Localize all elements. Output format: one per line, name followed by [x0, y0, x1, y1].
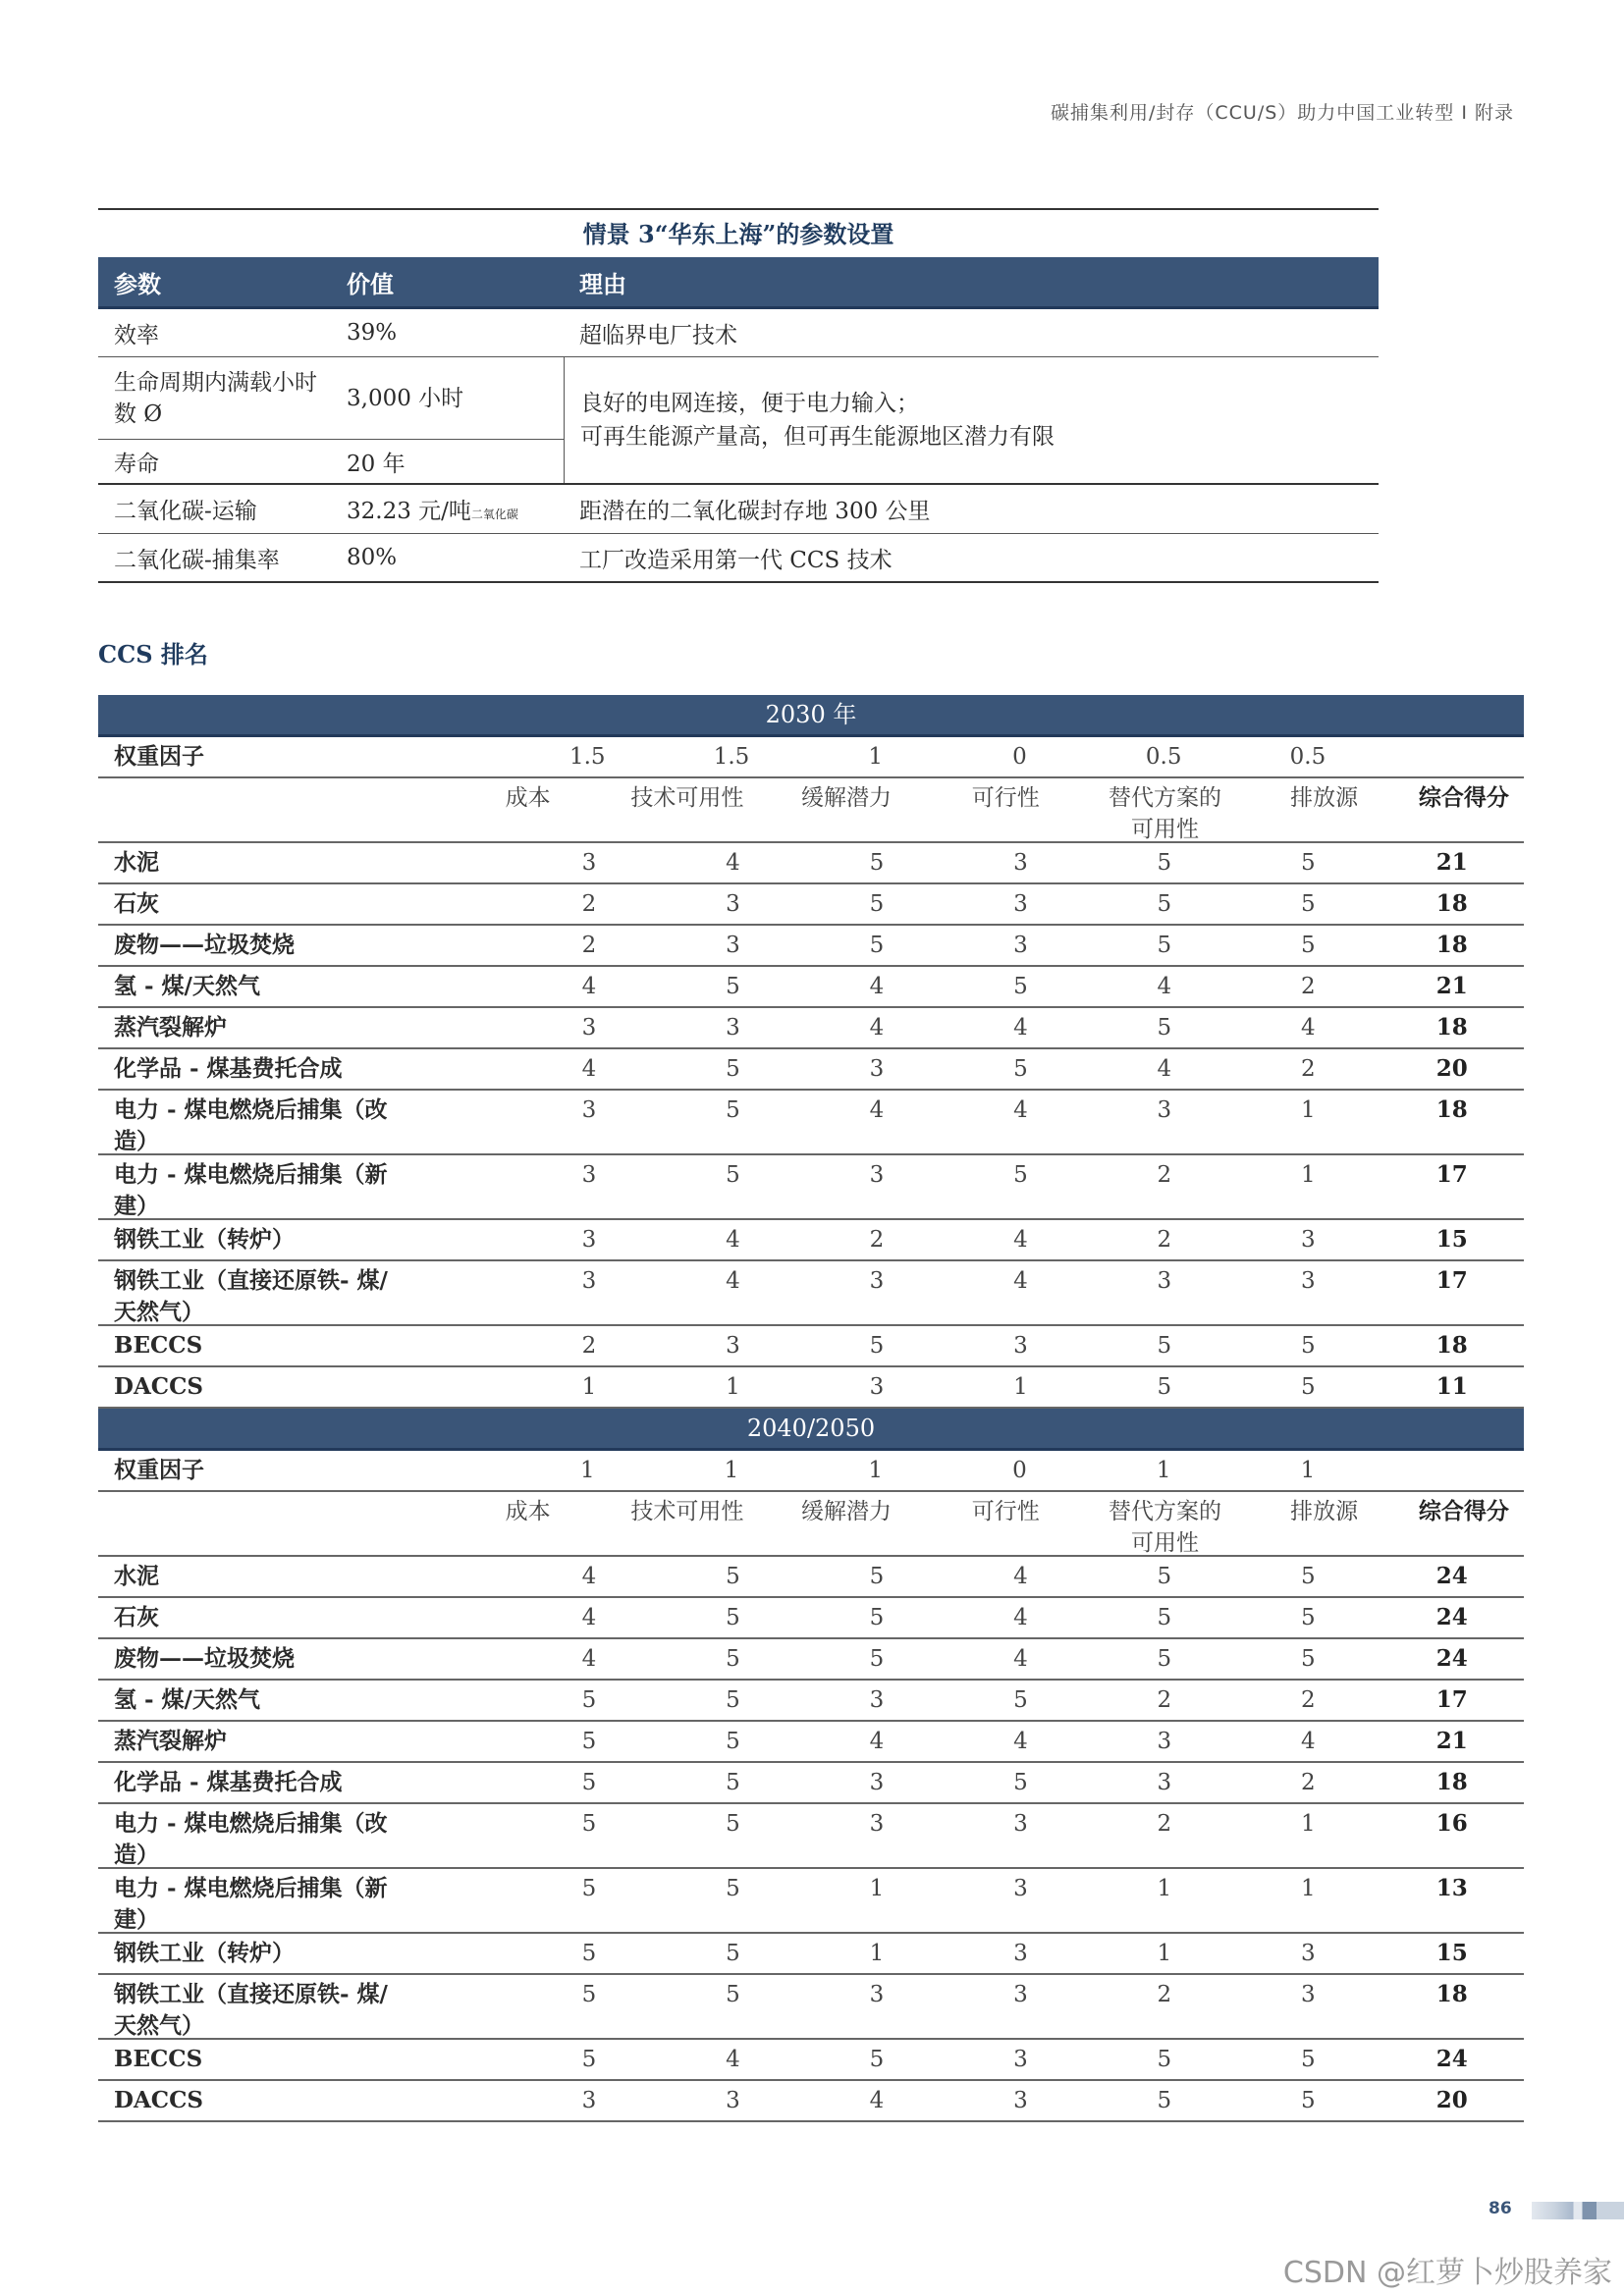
row-name: DACCS [114, 1373, 204, 1400]
score-cell: 5 [1157, 1564, 1172, 1589]
score-cell: 1 [581, 1374, 597, 1400]
score-cell: 1 [1301, 1097, 1316, 1123]
score-cell: 5 [581, 1941, 597, 1966]
table-row [98, 884, 1524, 926]
score-cell: 5 [1301, 1605, 1316, 1630]
score-cell: 2 [1157, 1687, 1172, 1713]
column-header: 可行性 [971, 1499, 1040, 1524]
total-score: 18 [1435, 1332, 1468, 1359]
total-score: 21 [1435, 973, 1468, 999]
reason-line-1: 良好的电网连接，便于电力输入； [580, 391, 919, 416]
score-cell: 3 [1301, 1227, 1316, 1253]
score-cell: 3 [726, 891, 740, 917]
weight-value: 0.5 [1145, 744, 1182, 770]
score-cell: 5 [581, 1687, 597, 1713]
weight-value: 1.5 [713, 744, 750, 770]
score-cell: 4 [1013, 1097, 1028, 1123]
score-cell: 4 [726, 1268, 740, 1294]
score-cell: 5 [726, 1605, 740, 1630]
row-name: BECCS [114, 2046, 203, 2072]
score-cell: 4 [581, 1605, 597, 1630]
score-cell: 5 [869, 1564, 885, 1589]
score-cell: 1 [869, 1876, 885, 1901]
score-cell: 5 [869, 2047, 885, 2072]
param-row-hours [98, 357, 564, 440]
parameter-table [98, 208, 1379, 583]
score-cell: 4 [869, 1729, 885, 1754]
score-cell: 3 [869, 1268, 885, 1294]
score-cell: 5 [1301, 1374, 1316, 1400]
table-row [98, 1326, 1524, 1367]
score-cell: 1 [1157, 1941, 1172, 1966]
score-cell: 2 [1157, 1811, 1172, 1837]
score-cell: 5 [1301, 1333, 1316, 1359]
score-cell: 5 [726, 1770, 740, 1795]
score-cell: 2 [1157, 1982, 1172, 2007]
param-group-grid [98, 357, 1379, 485]
row-name: 氢 - 煤/天然气 [114, 973, 260, 999]
score-cell: 3 [1013, 2088, 1028, 2113]
param-row-efficiency [98, 309, 1379, 357]
score-cell: 5 [581, 1729, 597, 1754]
score-cell: 5 [1157, 1646, 1172, 1672]
score-cell: 5 [869, 1646, 885, 1672]
score-cell: 5 [1013, 1687, 1028, 1713]
column-header: 替代方案的可用性 [1108, 785, 1221, 842]
score-cell: 5 [1301, 891, 1316, 917]
score-cell: 4 [869, 974, 885, 999]
score-cell: 3 [581, 1227, 597, 1253]
column-header: 综合得分 [1418, 784, 1509, 811]
score-cell: 3 [581, 2088, 597, 2113]
table-row [98, 2081, 1524, 2122]
ccs-ranking-heading: CCS 排名 [98, 640, 208, 668]
row-name: 水泥 [114, 1563, 159, 1589]
parameter-table-title: 情景 3“华东上海”的参数设置 [582, 220, 894, 248]
weight-empty [1380, 1451, 1524, 1490]
column-header: 技术可用性 [630, 785, 744, 811]
score-cell: 3 [726, 933, 740, 958]
score-cell: 2 [1301, 1770, 1316, 1795]
score-cell: 5 [726, 1982, 740, 2007]
score-cell: 5 [1301, 2088, 1316, 2113]
table-row [98, 1367, 1524, 1409]
total-score: 18 [1435, 890, 1468, 917]
score-cell: 3 [869, 1982, 885, 2007]
total-score: 24 [1435, 1563, 1468, 1589]
page-number-bar [1532, 2202, 1624, 2219]
param-row-capture [98, 534, 1379, 583]
score-cell: 3 [726, 1015, 740, 1041]
total-score: 21 [1435, 849, 1468, 876]
score-cell: 2 [581, 891, 597, 917]
table-row [98, 1220, 1524, 1261]
table-row [98, 1639, 1524, 1681]
score-cell: 5 [581, 1770, 597, 1795]
table-row [98, 1804, 1524, 1869]
param-value: 39% [347, 320, 398, 346]
score-cell: 4 [581, 1056, 597, 1082]
score-cell: 3 [1157, 1097, 1172, 1123]
column-header: 技术可用性 [630, 1499, 744, 1524]
param-value: 80% [347, 545, 398, 570]
score-cell: 2 [1301, 974, 1316, 999]
score-cell: 5 [1301, 1564, 1316, 1589]
score-cell: 5 [869, 891, 885, 917]
score-cell: 5 [726, 1162, 740, 1188]
table-row [98, 1557, 1524, 1598]
score-cell: 3 [1013, 1333, 1028, 1359]
header-param: 参数 [114, 269, 161, 298]
score-cell: 3 [869, 1770, 885, 1795]
weight-row [98, 737, 1524, 778]
score-cell: 5 [581, 1982, 597, 2007]
score-cell: 5 [1157, 1605, 1172, 1630]
score-cell: 5 [1157, 2047, 1172, 2072]
table-row [98, 843, 1524, 884]
row-name: 钢铁工业（直接还原铁- 煤/天然气） [114, 1981, 388, 2039]
score-cell: 3 [581, 1015, 597, 1041]
score-cell: 5 [726, 1941, 740, 1966]
score-cell: 4 [869, 1097, 885, 1123]
table-row [98, 1869, 1524, 1934]
column-header: 替代方案的可用性 [1108, 1499, 1221, 1556]
row-name: 电力 - 煤电燃烧后捕集（改造） [114, 1810, 388, 1868]
weight-value: 1 [579, 1458, 595, 1483]
row-name: 钢铁工业（直接还原铁- 煤/天然气） [114, 1267, 388, 1325]
total-score: 21 [1435, 1728, 1468, 1754]
score-cell: 3 [581, 1097, 597, 1123]
value-main: 32.23 元/吨 [347, 499, 471, 524]
weight-label: 权重因子 [114, 743, 204, 770]
param-group-reason [564, 357, 1379, 483]
score-cell: 5 [1013, 974, 1028, 999]
header-value: 价值 [347, 269, 394, 298]
column-header-row [98, 1492, 1524, 1557]
ccs-ranking-table [98, 695, 1524, 2122]
table-row [98, 1763, 1524, 1804]
score-cell: 5 [869, 933, 885, 958]
total-score: 18 [1435, 1769, 1468, 1795]
total-score: 17 [1435, 1161, 1468, 1188]
score-cell: 5 [869, 1605, 885, 1630]
table-row [98, 2040, 1524, 2081]
score-cell: 3 [726, 2088, 740, 2113]
row-name: 电力 - 煤电燃烧后捕集（改造） [114, 1096, 388, 1154]
row-name: 石灰 [114, 1604, 159, 1630]
column-header: 可行性 [971, 785, 1040, 811]
score-cell: 1 [1301, 1876, 1316, 1901]
score-cell: 4 [1157, 974, 1172, 999]
score-cell: 3 [869, 1056, 885, 1082]
score-cell: 4 [1013, 1605, 1028, 1630]
page-number: 86 [1489, 2199, 1512, 2218]
year-bar: 2030 年 [98, 695, 1524, 737]
weight-value: 1 [724, 1458, 739, 1483]
score-cell: 5 [726, 1564, 740, 1589]
table-row [98, 1975, 1524, 2040]
score-cell: 4 [581, 1564, 597, 1589]
header-reason: 理由 [579, 269, 626, 298]
row-name: 电力 - 煤电燃烧后捕集（新建） [114, 1875, 388, 1933]
score-cell: 5 [726, 1729, 740, 1754]
score-cell: 5 [1157, 1333, 1172, 1359]
total-score: 18 [1435, 932, 1468, 958]
score-cell: 3 [1301, 1941, 1316, 1966]
param-value: 3,000 小时 [347, 385, 464, 411]
score-cell: 4 [726, 2047, 740, 2072]
score-cell: 3 [869, 1162, 885, 1188]
table-row [98, 1155, 1524, 1220]
running-header: 碳捕集利用/封存（CCU/S）助力中国工业转型 I 附录 [1051, 102, 1514, 124]
row-name: 钢铁工业（转炉） [114, 1940, 295, 1966]
score-cell: 4 [1157, 1056, 1172, 1082]
score-cell: 5 [1013, 1162, 1028, 1188]
score-cell: 3 [1013, 1982, 1028, 2007]
row-name: 电力 - 煤电燃烧后捕集（新建） [114, 1161, 388, 1219]
score-cell: 4 [1013, 1729, 1028, 1754]
score-cell: 3 [1301, 1982, 1316, 2007]
param-reason: 距潜在的二氧化碳封存地 300 公里 [579, 499, 931, 524]
score-cell: 1 [726, 1374, 740, 1400]
row-name: 蒸汽裂解炉 [114, 1728, 227, 1754]
row-name: 废物——垃圾焚烧 [114, 932, 295, 958]
total-score: 20 [1435, 2087, 1468, 2113]
column-header-row [98, 778, 1524, 843]
table-row [98, 1681, 1524, 1722]
param-reason: 工厂改造采用第一代 CCS 技术 [579, 547, 893, 573]
table-row [98, 967, 1524, 1008]
row-name: DACCS [114, 2087, 204, 2113]
score-cell: 5 [726, 1687, 740, 1713]
score-cell: 3 [1013, 1811, 1028, 1837]
score-cell: 5 [1157, 2088, 1172, 2113]
row-name: 氢 - 煤/天然气 [114, 1686, 260, 1713]
score-cell: 3 [1013, 891, 1028, 917]
score-cell: 5 [1157, 933, 1172, 958]
row-name: 钢铁工业（转炉） [114, 1226, 295, 1253]
weight-value: 0 [1012, 1458, 1027, 1483]
param-row-transport [98, 485, 1379, 534]
score-cell: 3 [581, 1162, 597, 1188]
total-score: 24 [1435, 1604, 1468, 1630]
score-cell: 4 [869, 1015, 885, 1041]
param-name: 二氧化碳-捕集率 [114, 547, 280, 573]
score-cell: 2 [1157, 1227, 1172, 1253]
score-cell: 5 [726, 1097, 740, 1123]
score-cell: 5 [726, 974, 740, 999]
weight-value: 1 [1156, 1458, 1171, 1483]
score-cell: 3 [1157, 1770, 1172, 1795]
row-name: 化学品 - 煤基费托合成 [114, 1769, 343, 1795]
score-cell: 3 [869, 1687, 885, 1713]
column-header: 成本 [505, 785, 551, 811]
score-cell: 3 [869, 1811, 885, 1837]
score-cell: 3 [1013, 2047, 1028, 2072]
total-score: 18 [1435, 1096, 1468, 1123]
score-cell: 3 [581, 850, 597, 876]
weight-value: 1 [868, 1458, 884, 1483]
score-cell: 4 [1013, 1227, 1028, 1253]
weight-value: 0 [1012, 744, 1027, 770]
score-cell: 5 [1013, 1056, 1028, 1082]
score-cell: 1 [1013, 1374, 1028, 1400]
score-cell: 5 [581, 1811, 597, 1837]
score-cell: 5 [1301, 933, 1316, 958]
param-name: 生命周期内满载小时数 Ø [114, 369, 317, 427]
score-cell: 5 [1157, 1374, 1172, 1400]
column-header: 成本 [505, 1499, 551, 1524]
table-row [98, 1049, 1524, 1091]
score-cell: 4 [1301, 1015, 1316, 1041]
score-cell: 5 [1301, 2047, 1316, 2072]
score-cell: 5 [1301, 1646, 1316, 1672]
column-header: 排放源 [1290, 785, 1359, 811]
score-cell: 3 [1157, 1729, 1172, 1754]
score-cell: 4 [726, 850, 740, 876]
row-name: 水泥 [114, 849, 159, 876]
score-cell: 5 [1157, 1015, 1172, 1041]
score-cell: 2 [1301, 1056, 1316, 1082]
score-cell: 3 [1301, 1268, 1316, 1294]
score-cell: 4 [1013, 1015, 1028, 1041]
score-cell: 5 [581, 2047, 597, 2072]
weight-label: 权重因子 [114, 1457, 204, 1483]
value-subscript: 二氧化碳 [470, 507, 518, 521]
score-cell: 3 [581, 1268, 597, 1294]
total-score: 15 [1435, 1940, 1468, 1966]
score-cell: 5 [1157, 891, 1172, 917]
total-score: 24 [1435, 2046, 1468, 2072]
score-cell: 2 [1157, 1162, 1172, 1188]
param-row-lifetime [98, 440, 564, 483]
score-cell: 5 [726, 1876, 740, 1901]
score-cell: 4 [1301, 1729, 1316, 1754]
score-cell: 1 [1301, 1162, 1316, 1188]
row-name: 化学品 - 煤基费托合成 [114, 1055, 343, 1082]
weight-row [98, 1451, 1524, 1492]
score-cell: 3 [726, 1333, 740, 1359]
parameter-table-header [98, 257, 1379, 309]
score-cell: 5 [869, 850, 885, 876]
score-cell: 1 [1157, 1876, 1172, 1901]
score-cell: 2 [581, 933, 597, 958]
total-score: 11 [1435, 1373, 1468, 1400]
score-cell: 3 [869, 1374, 885, 1400]
column-header: 排放源 [1290, 1499, 1359, 1524]
column-header: 缓解潜力 [801, 785, 893, 811]
total-score: 13 [1435, 1875, 1468, 1901]
score-cell: 5 [869, 1333, 885, 1359]
score-cell: 5 [1157, 850, 1172, 876]
score-cell: 1 [1301, 1811, 1316, 1837]
score-cell: 3 [1013, 850, 1028, 876]
header-spacer [98, 778, 449, 841]
table-row [98, 926, 1524, 967]
weight-value: 0.5 [1289, 744, 1326, 770]
weight-value: 1.5 [568, 744, 606, 770]
score-cell: 3 [1013, 1941, 1028, 1966]
score-cell: 5 [726, 1056, 740, 1082]
score-cell: 4 [1013, 1268, 1028, 1294]
score-cell: 4 [726, 1227, 740, 1253]
total-score: 24 [1435, 1645, 1468, 1672]
score-cell: 5 [581, 1876, 597, 1901]
row-name: 石灰 [114, 890, 159, 917]
total-score: 17 [1435, 1267, 1468, 1294]
param-name: 寿命 [114, 451, 159, 477]
row-name: 蒸汽裂解炉 [114, 1014, 227, 1041]
reason-line-2: 可再生能源产量高，但可再生能源地区潜力有限 [580, 424, 1055, 450]
table-row [98, 1261, 1524, 1326]
score-cell: 4 [1013, 1646, 1028, 1672]
row-name: BECCS [114, 1332, 203, 1359]
watermark: CSDN @红萝卜炒股养家 [1282, 2256, 1612, 2290]
score-cell: 2 [869, 1227, 885, 1253]
score-cell: 2 [581, 1333, 597, 1359]
param-name: 效率 [114, 322, 159, 348]
header-spacer [98, 1492, 449, 1555]
score-cell: 2 [1301, 1687, 1316, 1713]
column-header: 缓解潜力 [801, 1499, 893, 1524]
score-cell: 4 [581, 974, 597, 999]
param-reason: 超临界电厂技术 [579, 322, 737, 348]
total-score: 20 [1435, 1055, 1468, 1082]
weight-empty [1380, 737, 1524, 776]
table-row [98, 1598, 1524, 1639]
table-row [98, 1934, 1524, 1975]
column-header: 综合得分 [1418, 1498, 1509, 1524]
table-row [98, 1722, 1524, 1763]
score-cell: 4 [1013, 1564, 1028, 1589]
score-cell: 3 [1013, 933, 1028, 958]
row-name: 废物——垃圾焚烧 [114, 1645, 295, 1672]
score-cell: 3 [1013, 1876, 1028, 1901]
year-bar: 2040/2050 [98, 1409, 1524, 1451]
total-score: 15 [1435, 1226, 1468, 1253]
weight-value: 1 [868, 744, 884, 770]
score-cell: 4 [869, 2088, 885, 2113]
table-row [98, 1008, 1524, 1049]
total-score: 17 [1435, 1686, 1468, 1713]
total-score: 16 [1435, 1810, 1468, 1837]
total-score: 18 [1435, 1014, 1468, 1041]
score-cell: 5 [1301, 850, 1316, 876]
score-cell: 5 [1013, 1770, 1028, 1795]
score-cell: 5 [726, 1811, 740, 1837]
score-cell: 1 [869, 1941, 885, 1966]
score-cell: 4 [581, 1646, 597, 1672]
score-cell: 5 [726, 1646, 740, 1672]
score-cell: 3 [1157, 1268, 1172, 1294]
total-score: 18 [1435, 1981, 1468, 2007]
weight-value: 1 [1300, 1458, 1316, 1483]
param-value: 20 年 [347, 451, 406, 477]
param-value [331, 493, 564, 525]
table-row [98, 1091, 1524, 1155]
param-name: 二氧化碳-运输 [114, 499, 257, 524]
